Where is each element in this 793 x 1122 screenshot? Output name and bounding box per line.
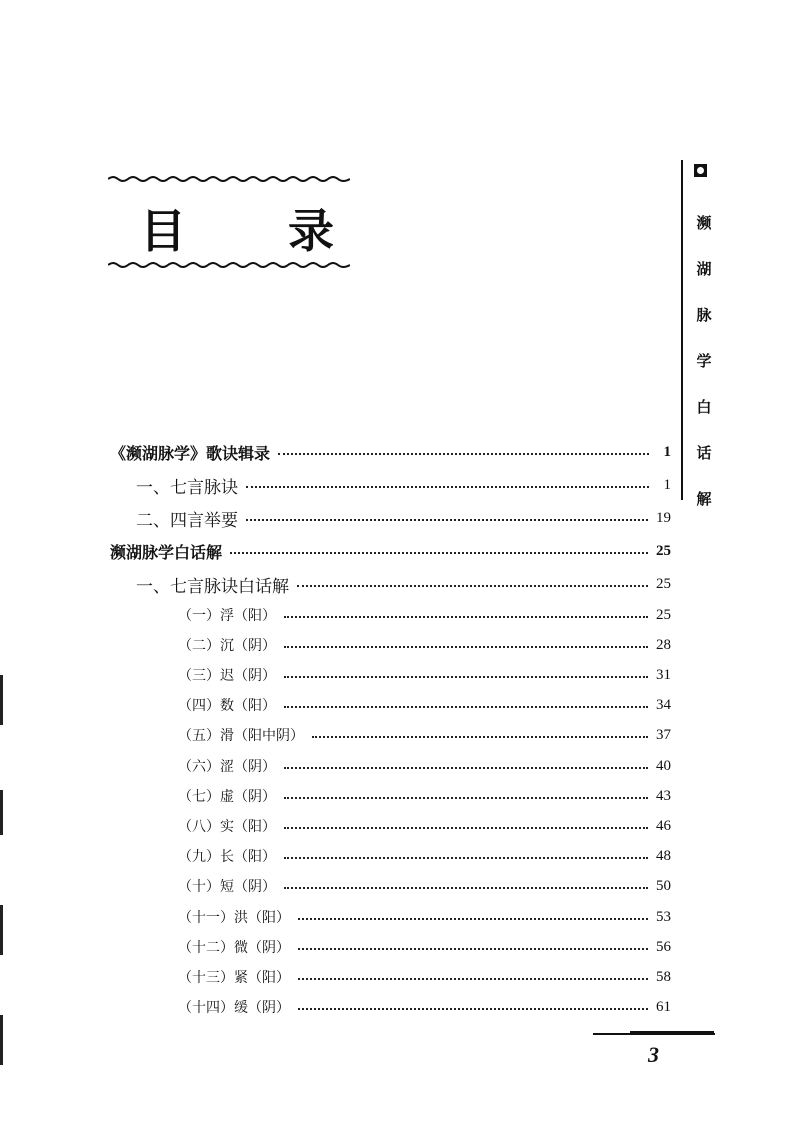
toc-entry[interactable] [178,995,671,1019]
toc-entry-page: 50 [656,877,671,894]
toc-entry[interactable] [178,814,671,838]
toc-leader-dots [284,616,648,618]
side-title-char: 解 [696,490,712,508]
toc-entry-title: （十四）缓（阴） [178,1000,290,1016]
scan-edge-mark [0,790,3,835]
toc-entry-title: 一、七言脉诀白话解 [136,576,289,597]
toc-leader-dots [230,552,648,554]
toc-entry-page: 56 [656,938,671,955]
toc-entry[interactable] [178,663,671,687]
toc-entry-page: 34 [656,696,671,713]
toc-entry-title: （三）迟（阴） [178,668,276,684]
toc-entry[interactable] [178,633,671,657]
side-title-char: 脉 [696,306,712,324]
page-title [140,196,340,260]
toc-leader-dots [284,646,648,648]
toc-entry-title: （六）涩（阴） [178,759,276,775]
toc-leader-dots [284,827,648,829]
toc-leader-dots [298,918,648,920]
toc-entry-title: （十）短（阴） [178,879,276,895]
toc-entry-title: 《濒湖脉学》歌诀辑录 [110,443,271,463]
toc-entry-title: （二）沉（阴） [178,638,276,654]
toc-entry-title: （十三）紧（阳） [178,970,290,986]
decorative-wave-bottom [108,260,350,270]
toc-entry-page: 61 [656,998,671,1015]
toc-entry-page: 19 [656,509,671,526]
toc-entry-page: 31 [656,666,671,683]
scan-edge-mark [0,675,3,725]
toc-entry-page: 1 [663,476,671,493]
toc-entry[interactable] [178,935,671,959]
toc-leader-dots [312,736,648,738]
toc-entry-page: 25 [656,575,671,592]
toc-entry-page: 43 [656,787,671,804]
toc-entry-page: 25 [656,542,671,559]
toc-entry-title: 二、四言举要 [136,510,238,531]
side-title-char: 白 [696,398,712,416]
side-marker-icon [694,164,707,177]
toc-entry-page: 25 [656,606,671,623]
toc-leader-dots [284,767,648,769]
toc-entry[interactable] [178,754,671,778]
toc-entry[interactable] [136,473,671,497]
footer-rule-accent [630,1031,714,1034]
toc-entry[interactable] [178,693,671,717]
toc-entry-page: 37 [656,726,671,743]
toc-entry[interactable] [178,784,671,808]
toc-entry[interactable] [136,572,671,596]
scan-edge-mark [0,1015,3,1065]
toc-leader-dots [298,948,648,950]
toc-entry-page: 58 [656,968,671,985]
toc-leader-dots [246,486,649,488]
toc-entry-page: 53 [656,908,671,925]
toc-entry-title: （五）滑（阳中阴） [178,728,304,744]
toc-entry-title: （十二）微（阴） [178,940,290,956]
scan-edge-mark [0,905,3,955]
toc-entry-title: 一、七言脉诀 [136,477,238,498]
toc-entry-title: （一）浮（阳） [178,608,276,624]
side-title-char: 话 [696,444,712,462]
toc-entry[interactable] [178,874,671,898]
toc-entry-title: （七）虚（阴） [178,789,276,805]
side-title-char: 学 [696,352,712,370]
page-title-char: 目 [140,204,192,258]
side-title-char: 湖 [696,260,712,278]
toc-entry-title: （四）数（阳） [178,698,276,714]
page-title-char: 录 [288,204,340,258]
page-number: 3 [648,1042,659,1067]
toc-entry-title: （十一）洪（阳） [178,910,290,926]
toc-entry-page: 40 [656,757,671,774]
toc-leader-dots [297,585,648,587]
toc-leader-dots [284,676,648,678]
toc-leader-dots [298,978,648,980]
toc-entry[interactable] [110,539,671,563]
toc-leader-dots [298,1008,648,1010]
toc-entry[interactable] [178,723,671,747]
toc-leader-dots [246,519,648,521]
toc-entry[interactable] [178,905,671,929]
side-divider [681,160,683,500]
toc-entry-title: 濒湖脉学白话解 [110,542,223,562]
toc-entry-page: 28 [656,636,671,653]
toc-leader-dots [284,706,648,708]
toc-leader-dots [278,453,649,455]
toc-entry[interactable] [110,440,671,464]
toc-entry-page: 48 [656,847,671,864]
running-book-title [694,200,714,522]
toc-entry-title: （九）长（阳） [178,849,276,865]
toc-entry-title: （八）实（阳） [178,819,276,835]
toc-entry[interactable] [178,844,671,868]
toc-leader-dots [284,887,648,889]
toc-entry-page: 1 [663,443,671,460]
toc-entry-page: 46 [656,817,671,834]
toc-entry[interactable] [178,965,671,989]
toc-leader-dots [284,857,648,859]
decorative-wave-top [108,174,350,184]
toc-leader-dots [284,797,648,799]
toc-entry[interactable] [178,603,671,627]
toc-entry[interactable] [136,506,671,530]
side-title-char: 濒 [696,214,712,232]
